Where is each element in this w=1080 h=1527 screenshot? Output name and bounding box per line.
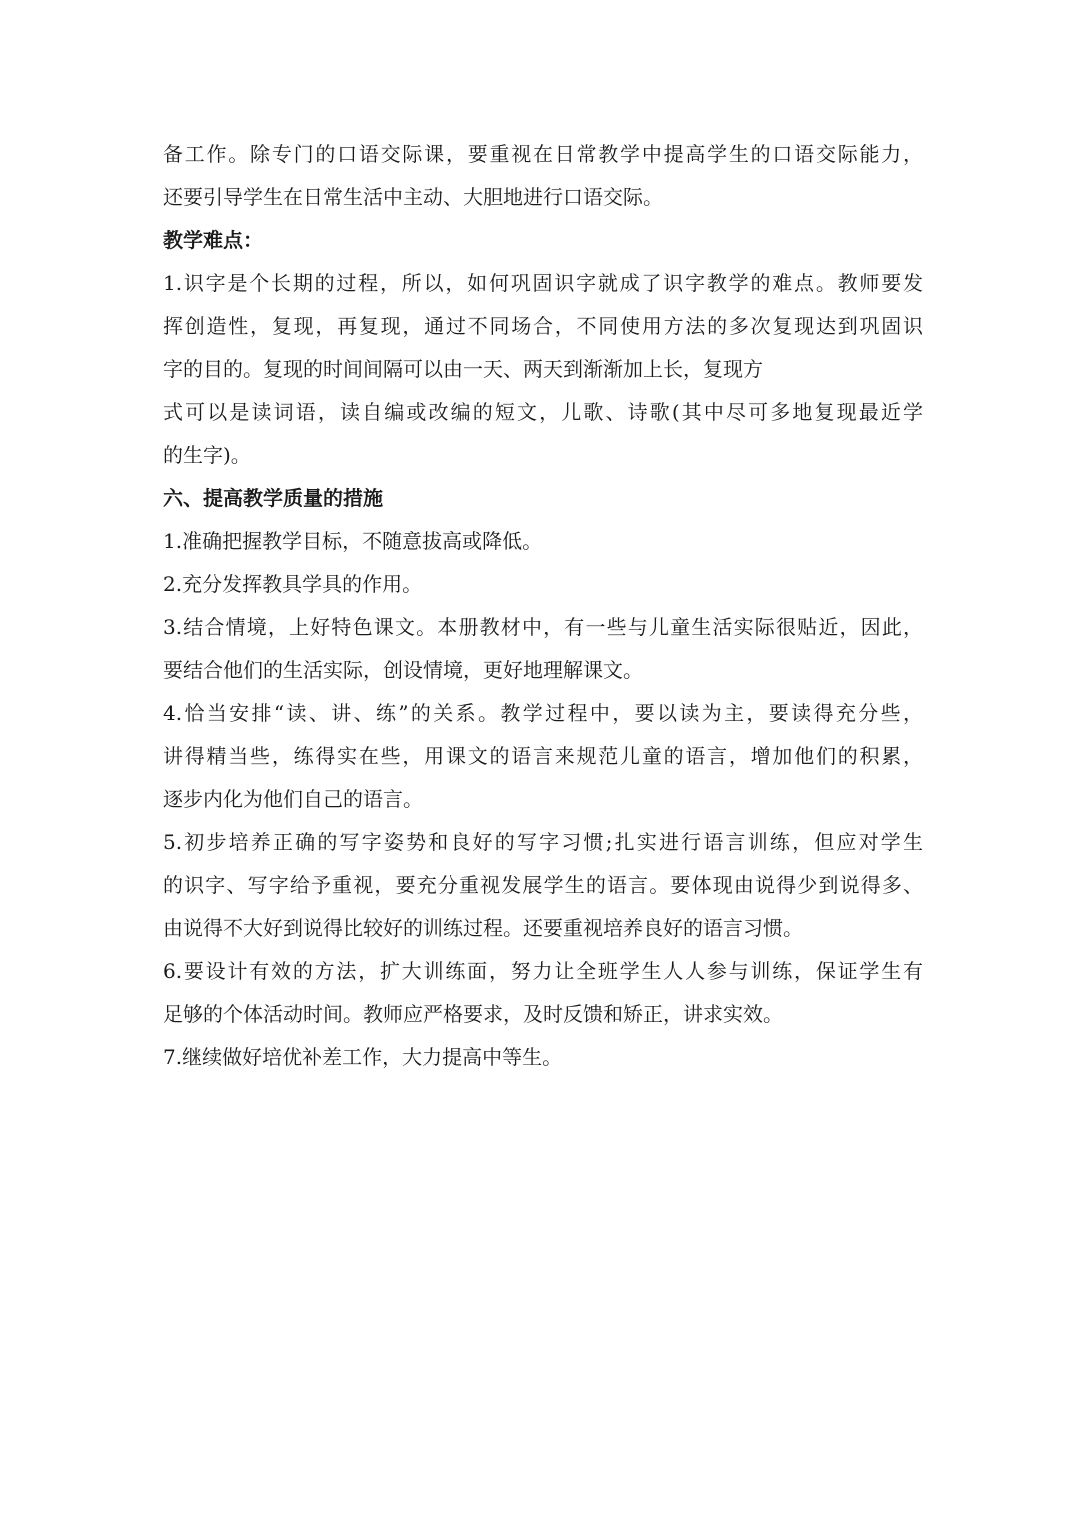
heading-quality-measures — [163, 477, 923, 520]
text-line: 还要引导学生在日常生活中主动、大胆地进行口语交际。 — [163, 185, 663, 209]
text-line: 7.继续做好培优补差工作，大力提高中等生。 — [163, 1045, 563, 1069]
text-line: 挥创造性，复现，再复现，通过不同场合，不同使用方法的多次复现达到巩固识 — [163, 314, 923, 338]
document-body — [163, 133, 923, 1079]
text-line: 的生字)。 — [163, 443, 251, 467]
list-item-5 — [163, 821, 923, 950]
text-line: 4.恰当安排“读、讲、练”的关系。教学过程中，要以读为主，要读得充分些， — [163, 701, 923, 725]
text-line: 由说得不大好到说得比较好的训练过程。还要重视培养良好的语言习惯。 — [163, 916, 803, 940]
text-line: 足够的个体活动时间。教师应严格要求，及时反馈和矫正，讲求实效。 — [163, 1002, 783, 1026]
list-item-6 — [163, 950, 923, 1036]
text-line: 字的目的。复现的时间间隔可以由一天、两天到渐渐加上长，复现方 — [163, 357, 763, 381]
text-line: 1.识字是个长期的过程，所以，如何巩固识字就成了识字教学的难点。教师要发 — [163, 271, 923, 295]
paragraph-literacy-difficulty — [163, 262, 923, 477]
text-line: 1.准确把握教学目标，不随意拔高或降低。 — [163, 529, 543, 553]
list-item-4 — [163, 692, 923, 821]
text-line: 5.初步培养正确的写字姿势和良好的写字习惯;扎实进行语言训练，但应对学生 — [163, 830, 923, 854]
list-item-2 — [163, 563, 923, 606]
text-line: 备工作。除专门的口语交际课，要重视在日常教学中提高学生的口语交际能力， — [163, 142, 923, 166]
text-line: 式可以是读词语，读自编或改编的短文，儿歌、诗歌(其中尽可多地复现最近学 — [163, 400, 923, 424]
list-item-1 — [163, 520, 923, 563]
text-line: 讲得精当些，练得实在些，用课文的语言来规范儿童的语言，增加他们的积累， — [163, 744, 923, 768]
paragraph-oral-communication — [163, 133, 923, 219]
text-line: 6.要设计有效的方法，扩大训练面，努力让全班学生人人参与训练，保证学生有 — [163, 959, 923, 983]
text-line: 2.充分发挥教具学具的作用。 — [163, 572, 423, 596]
list-item-7 — [163, 1036, 923, 1079]
text-line: 要结合他们的生活实际，创设情境，更好地理解课文。 — [163, 658, 643, 682]
heading-teaching-difficulties — [163, 219, 923, 262]
section-heading: 教学难点： — [163, 228, 263, 252]
text-line: 的识字、写字给予重视，要充分重视发展学生的语言。要体现由说得少到说得多、 — [163, 873, 923, 897]
text-line: 3.结合情境，上好特色课文。本册教材中，有一些与儿童生活实际很贴近，因此， — [163, 615, 923, 639]
list-item-3 — [163, 606, 923, 692]
section-heading: 六、提高教学质量的措施 — [163, 486, 383, 510]
text-line: 逐步内化为他们自己的语言。 — [163, 787, 423, 811]
